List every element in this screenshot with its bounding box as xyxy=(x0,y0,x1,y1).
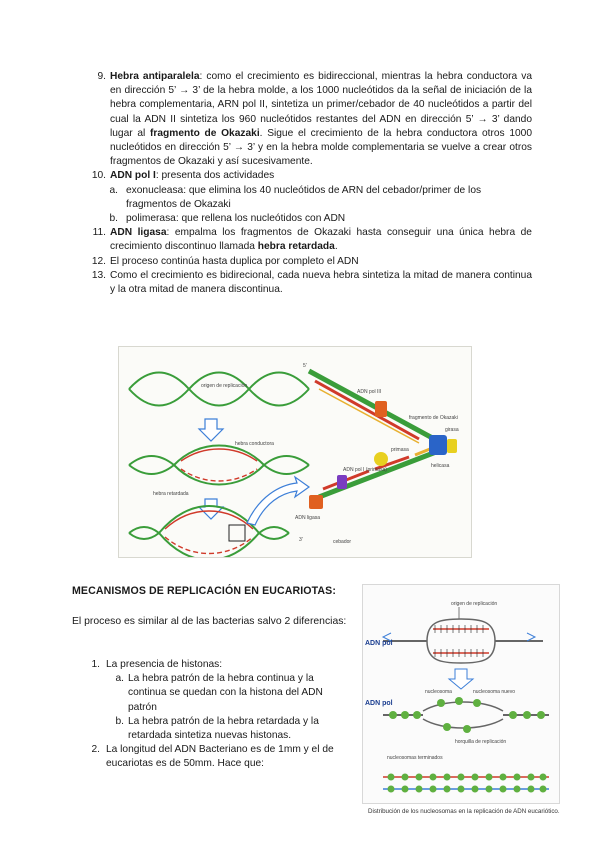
label-hebra-retardada: hebra retardada xyxy=(153,491,189,497)
bacterial-replication-figure xyxy=(118,346,472,558)
label-five-prime: 5' xyxy=(303,363,307,369)
down-arrow xyxy=(449,669,473,689)
list-number: 10. xyxy=(91,170,106,182)
label-adn-pol-2: ADN pol xyxy=(365,700,393,707)
section-intro: El proceso es similar al de las bacterias salvo 2 diferencias: xyxy=(72,616,347,627)
list-letter: b. xyxy=(115,715,124,727)
list-number: 2. xyxy=(91,744,100,756)
finished-nucleosomes xyxy=(383,755,549,793)
label-adn-ligasa: ADN ligasa xyxy=(295,515,321,521)
term-hebra-antiparalela: Hebra antiparalela xyxy=(110,71,200,82)
term-fragmento-okazaki: fragmento de Okazaki xyxy=(150,127,260,139)
list-letter: a. xyxy=(115,673,124,685)
list-item-12 xyxy=(82,255,532,269)
item-text: . xyxy=(334,241,338,253)
list-subitem-a xyxy=(84,672,348,715)
item-text: : empalma los fragmentos de Okazaki hasta conseguir una única hebra de crecimiento discontinuo llamada xyxy=(110,227,532,253)
label-hebra-conductora: hebra conductora xyxy=(235,441,274,447)
list-number: 1. xyxy=(91,659,100,670)
pol-iii-protein xyxy=(375,401,387,417)
girasa-protein xyxy=(447,439,457,453)
list-letter: a. xyxy=(109,184,118,196)
list-subitem-a xyxy=(82,184,532,212)
term-hebra-retardada: hebra retardada xyxy=(257,241,335,253)
list-item-11 xyxy=(82,226,532,254)
label-nucleosoma: nucleosoma xyxy=(425,689,452,695)
subitem-text: exonucleasa: que elimina los 40 nucleótidos de ARN del cebador/primer de los fragmentos de Okazaki xyxy=(126,184,482,210)
dna-helix-stage-1 xyxy=(129,373,309,406)
helicasa-protein xyxy=(429,435,447,455)
replication-diagram xyxy=(119,347,471,557)
list-item-10 xyxy=(82,169,532,183)
list-subitem-b xyxy=(82,212,532,226)
subitem-text: polimerasa: que rellena los nucleótidos con ADN xyxy=(126,213,346,225)
list-number: 9. xyxy=(97,71,106,82)
eukaryote-differences-list xyxy=(84,658,348,772)
list-item-9 xyxy=(82,70,532,169)
item-text: . Sigue el crecimiento de la hebra conductora otros 1000 nucleótidos en dirección 5’ → 3’ y en la hebra molde complementaria se vuelve a crear otros fragmentos de Okazaki y así sucesivamente. xyxy=(110,127,532,168)
list-number: 13. xyxy=(91,269,106,281)
item-text: : como el crecimiento es bidireccional, mientras la hebra conductora va en dirección 5’ → 3’ de la hebra molde, a los 1000 nucleótidos da la señal de iniciación de la hebra complementaria, ARN pol II, sintetiza un primer/cebador de 40 nucleótidos a partir del cual la ADN II sintetiza los 960 nucleótidos restantes del ADN en dirección 5’ → 3’ dando lugar al xyxy=(110,71,532,139)
list-item-13 xyxy=(82,269,532,297)
nucleosome-diagram xyxy=(363,585,559,803)
label-primasa: primasa xyxy=(391,447,409,453)
eukaryotic-replication-figure xyxy=(362,584,560,804)
replication-steps-list xyxy=(82,70,532,297)
pol-i-protein xyxy=(337,475,347,489)
label-three-prime: 3' xyxy=(299,537,303,543)
replication-fork xyxy=(295,363,459,545)
list-item-1 xyxy=(84,658,348,672)
label-cebador: cebador xyxy=(333,539,352,545)
label-origen: origen de replicación xyxy=(201,383,248,389)
label-helicasa: helicasa xyxy=(431,463,450,469)
down-arrow-1 xyxy=(199,419,223,441)
subitem-text: La hebra patrón de la hebra retardada y la retardada sintetiza nuevas histonas. xyxy=(128,715,319,742)
item-text: Como el crecimiento es bidirecional, cada nueva hebra sintetiza la mitad de manera continua y la otra mitad de manera discontinua. xyxy=(110,269,532,296)
subitem-text: La hebra patrón de la hebra continua y la continua se quedan con la histona del ADN patrón xyxy=(128,673,323,713)
list-number: 12. xyxy=(91,255,106,267)
ligasa-protein xyxy=(309,495,323,509)
label-horquilla: horquilla de replicación xyxy=(455,739,507,745)
label-adn-pol-i: ADN pol I (primasa) xyxy=(343,467,387,473)
item-text: El proceso continúa hasta duplica por completo el ADN xyxy=(110,255,359,267)
item-text: La longitud del ADN Bacteriano es de 1mm y el de eucariotas es de 50mm. Hace que: xyxy=(106,744,334,770)
down-arrow-2 xyxy=(199,499,223,519)
replication-fork-nucleosomes xyxy=(365,689,549,745)
section-heading: MECANISMOS DE REPLICACIÓN EN EUCARIOTAS: xyxy=(72,585,336,597)
item-text: La presencia de histonas: xyxy=(106,659,223,670)
figure-caption: Distribución de los nucleosomas en la replicación de ADN eucariótico. xyxy=(368,808,560,815)
label-adn-pol-iii: ADN pol III xyxy=(357,389,382,395)
label-nucleosoma-nuevo: nucleosoma nuevo xyxy=(473,689,515,695)
list-letter: b. xyxy=(109,213,118,225)
label-origen: origen de replicación xyxy=(451,601,498,607)
label-okazaki: fragmento de Okazaki xyxy=(409,415,458,421)
item-text: : presenta dos actividades xyxy=(155,170,275,182)
label-fin: nucleosomas terminados xyxy=(387,755,443,761)
replication-bubble xyxy=(365,601,543,663)
list-item-2 xyxy=(84,743,348,771)
label-girasa: girasa xyxy=(445,427,459,433)
list-number: 11. xyxy=(92,227,106,239)
primasa-protein xyxy=(374,452,388,466)
label-adn-pol: ADN pol xyxy=(365,640,393,647)
term-adn-pol-i: ADN pol I xyxy=(110,170,156,182)
list-subitem-b xyxy=(84,715,348,743)
term-adn-ligasa: ADN ligasa xyxy=(110,227,167,239)
